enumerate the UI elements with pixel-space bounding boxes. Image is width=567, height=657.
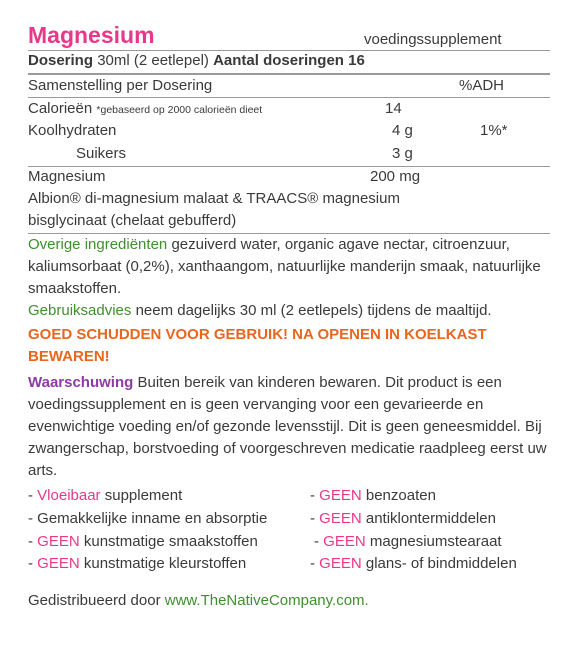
divider — [28, 166, 550, 167]
feature-item — [310, 553, 517, 575]
feature-prefix: - — [310, 555, 320, 572]
feature-prefix: - — [28, 487, 38, 504]
dosage-label: Dosering — [28, 52, 94, 69]
feature-item — [310, 508, 496, 530]
row-amount: 3 g — [392, 145, 413, 162]
company-link[interactable]: www.TheNativeCompany.com. — [164, 592, 369, 609]
row-name: Suikers — [76, 145, 127, 162]
usage-text: neem dagelijks 30 ml (2 eetlepels) tijdens de maaltijd. — [135, 302, 492, 319]
feature-highlight: GEEN — [319, 555, 362, 572]
warning-paragraph — [28, 372, 553, 482]
feature-rest: supplement — [100, 487, 183, 504]
distribution-text: Gedistribueerd door — [28, 592, 161, 609]
warning-label: Waarschuwing — [28, 374, 134, 391]
row-name: Koolhydraten — [28, 122, 117, 139]
feature-rest: antiklontermiddelen — [361, 510, 496, 527]
feature-prefix: - — [28, 533, 38, 550]
magnesium-desc: Albion® di-magnesium malaat & TRAACS® magnesium — [28, 190, 400, 207]
feature-prefix: - Gemakkelijke inname en absorptie — [28, 510, 268, 527]
table-header-right: %ADH — [459, 77, 505, 94]
magnesium-desc: bisglycinaat (chelaat gebufferd) — [28, 212, 237, 229]
feature-rest: kunstmatige kleurstoffen — [79, 555, 247, 572]
feature-highlight: Vloeibaar — [37, 487, 101, 504]
feature-prefix: - — [28, 555, 38, 572]
dosage-value: 30ml (2 eetlepel) — [97, 52, 209, 69]
row-pct: 1%* — [480, 122, 508, 139]
feature-item — [310, 485, 436, 507]
row-name: Magnesium — [28, 168, 106, 185]
table-row-calories — [28, 98, 262, 121]
feature-highlight: GEEN — [323, 533, 366, 550]
usage-label: Gebruiksadvies — [28, 302, 132, 319]
product-title: Magnesium — [28, 22, 155, 48]
feature-highlight: GEEN — [319, 487, 362, 504]
table-header-left: Samenstelling per Dosering — [28, 77, 213, 94]
feature-rest: kunstmatige smaakstoffen — [79, 533, 258, 550]
feature-item — [28, 553, 246, 575]
row-note: *gebaseerd op 2000 calorieën dieet — [96, 104, 263, 116]
feature-highlight: GEEN — [319, 510, 362, 527]
shake-notice: GOED SCHUDDEN VOOR GEBRUIK! NA OPENEN IN KOELKAST BEWAREN! — [28, 326, 487, 365]
feature-item — [314, 531, 502, 553]
row-amount: 4 g — [392, 122, 413, 139]
ingredients-label: Overige ingrediënten — [28, 236, 168, 253]
distribution-line — [28, 590, 369, 612]
ingredients-text: gezuiverd water, organic agave nectar, citroenzuur, kaliumsorbaat (0,2%), xanthaangom, natuurlijke manderijn smaak, natuurlijke smaakstoffen. — [28, 236, 541, 297]
feature-prefix: - — [310, 487, 320, 504]
feature-item — [28, 508, 267, 530]
row-name: Calorieën — [28, 100, 93, 117]
feature-prefix: - — [314, 533, 324, 550]
row-amount: 14 — [385, 100, 402, 117]
dosage-row — [28, 50, 365, 72]
feature-prefix: - — [310, 510, 320, 527]
feature-rest: benzoaten — [361, 487, 436, 504]
feature-item — [28, 485, 182, 507]
feature-highlight: GEEN — [37, 533, 80, 550]
row-amount: 200 mg — [370, 168, 421, 185]
feature-item — [28, 531, 258, 553]
feature-rest: magnesiumstearaat — [365, 533, 502, 550]
dosage-count: Aantal doseringen 16 — [213, 52, 365, 69]
usage-paragraph — [28, 300, 550, 322]
product-subtitle: voedingssupplement — [364, 31, 502, 48]
feature-rest: glans- of bindmiddelen — [361, 555, 517, 572]
ingredients-paragraph — [28, 234, 550, 300]
feature-highlight: GEEN — [37, 555, 80, 572]
warning-text: Buiten bereik van kinderen bewaren. Dit product is een voedingssupplement en is geen vervanging voor een gevarieerde en evenwichtige voeding en/of gezonde levensstijl. Dit is geen geneesmiddel. Bij zwangerschap, borstvoeding of voorgeschreven medicatie raadpleeg eerst uw arts. — [28, 374, 547, 479]
